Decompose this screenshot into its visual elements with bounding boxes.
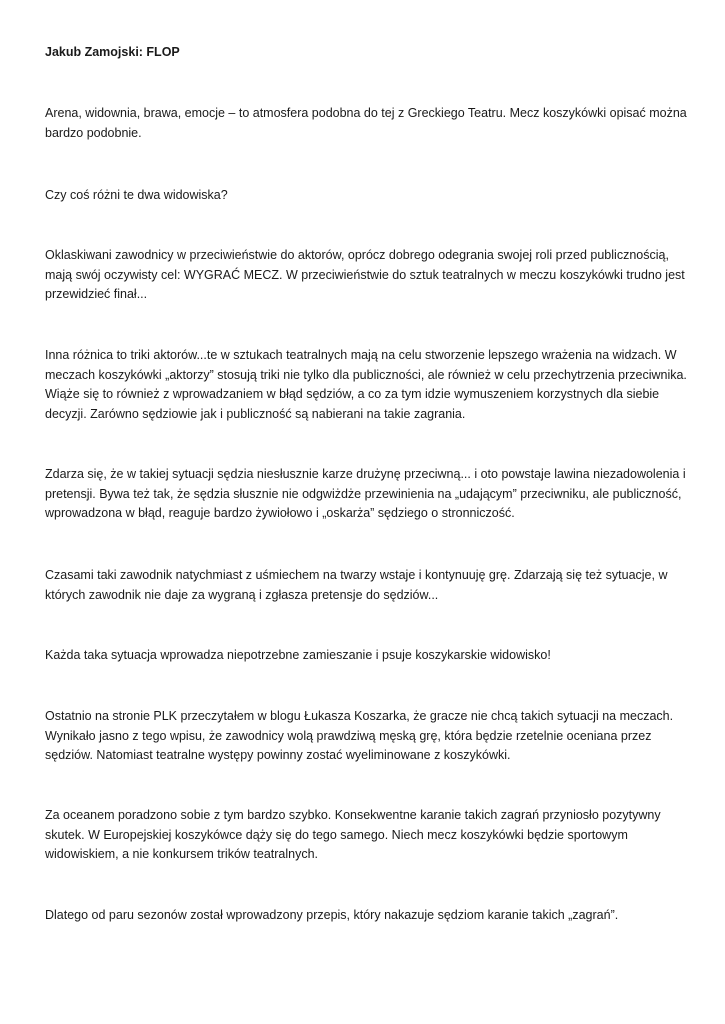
paragraph-line: skutek. W Europejskiej koszykówce dąży się do tego samego. Niech mecz koszykówki będzie sportowym — [45, 827, 628, 842]
paragraph-line: decyzji. Zarówno sędziowie jak i publiczność są nabierani na takie zagrania. — [45, 406, 466, 421]
paragraph-line: Czasami taki zawodnik natychmiast z uśmiechem na twarzy wstaje i kontynuuję grę. Zdarzają się też sytuacje, w — [45, 568, 668, 582]
paragraph-line: Inna różnica to triki aktorów...te w sztukach teatralnych mają na celu stworzenie lepszego wrażenia na widzach. W — [45, 348, 677, 362]
paragraph-line: mają swój oczywisty cel: WYGRAĆ MECZ. W przeciwieństwie do sztuk teatralnych w meczu koszykówki trudno jest — [45, 267, 685, 282]
paragraph-line: sędziów. Natomiast teatralne występy powinny zostać wyeliminowane z koszykówki. — [45, 748, 511, 762]
paragraph-line: Wiąże się to również z wprowadzaniem w błąd sędziów, a co za tym idzie wymuszeniem korzystnych dla siebie — [45, 387, 660, 401]
paragraph-4 — [45, 346, 685, 424]
paragraph-8 — [45, 707, 685, 766]
paragraph-9 — [45, 806, 685, 865]
paragraph-line: wprowadzona w błąd, reaguje bardzo żywiołowo i „oskarża” sędziego o stronniczość. — [45, 506, 515, 520]
paragraph-7 — [45, 646, 685, 666]
paragraph-line: Ostatnio na stronie PLK przeczytałem w blogu Łukasza Koszarka, że gracze nie chcą takich sytuacji na meczach. — [45, 709, 674, 723]
paragraph-line: meczach koszykówki „aktorzy” stosują triki nie tylko dla publiczności, ale również w celu przechytrzenia przeciwnika. — [45, 367, 687, 382]
paragraph-line: Zdarza się, że w takiej sytuacji sędzia niesłusznie karze drużynę przeciwną... i oto powstaje lawina niezadowolenia i — [45, 467, 686, 481]
paragraph-line: których zawodnik nie daje za wygraną i zgłasza pretensje do sędziów... — [45, 587, 439, 602]
paragraph-3 — [45, 246, 685, 305]
paragraph-line: Arena, widownia, brawa, emocje – to atmosfera podobna do tej z Greckiego Teatru. Mecz koszykówki opisać można — [45, 106, 687, 120]
paragraph-line: Dlatego od paru sezonów został wprowadzony przepis, który nakazuje sędziom karanie takich „zagrań”. — [45, 908, 619, 922]
paragraph-1 — [45, 104, 685, 143]
paragraph-6 — [45, 566, 685, 605]
paragraph-line: widowiskiem, a nie konkursem trików teatralnych. — [45, 847, 319, 861]
paragraph-5 — [45, 465, 685, 524]
paragraph-line: Oklaskiwani zawodnicy w przeciwieństwie do aktorów, oprócz dobrego odegrania swojej roli przed publicznością, — [45, 248, 669, 262]
paragraph-line: przewidzieć finał... — [45, 287, 148, 301]
document-title: Jakub Zamojski: FLOP — [45, 45, 180, 59]
paragraph-10 — [45, 906, 685, 926]
paragraph-line: Wynikało jasno z tego wpisu, że zawodnicy wolą prawdziwą męską grę, która będzie rzetelnie oceniana przez — [45, 728, 652, 743]
paragraph-line: Czy coś różni te dwa widowiska? — [45, 188, 228, 202]
paragraph-line: pretensji. Bywa też tak, że sędzia słusznie nie odgwiżdże przewinienia na „udającym” przeciwniku, ale publiczność, — [45, 486, 682, 501]
paragraph-line: Każda taka sytuacja wprowadza niepotrzebne zamieszanie i psuje koszykarskie widowisko! — [45, 648, 551, 662]
paragraph-line: bardzo podobnie. — [45, 125, 142, 140]
paragraph-line: Za oceanem poradzono sobie z tym bardzo szybko. Konsekwentne karanie takich zagrań przyniosło pozytywny — [45, 808, 661, 822]
paragraph-2 — [45, 186, 685, 206]
